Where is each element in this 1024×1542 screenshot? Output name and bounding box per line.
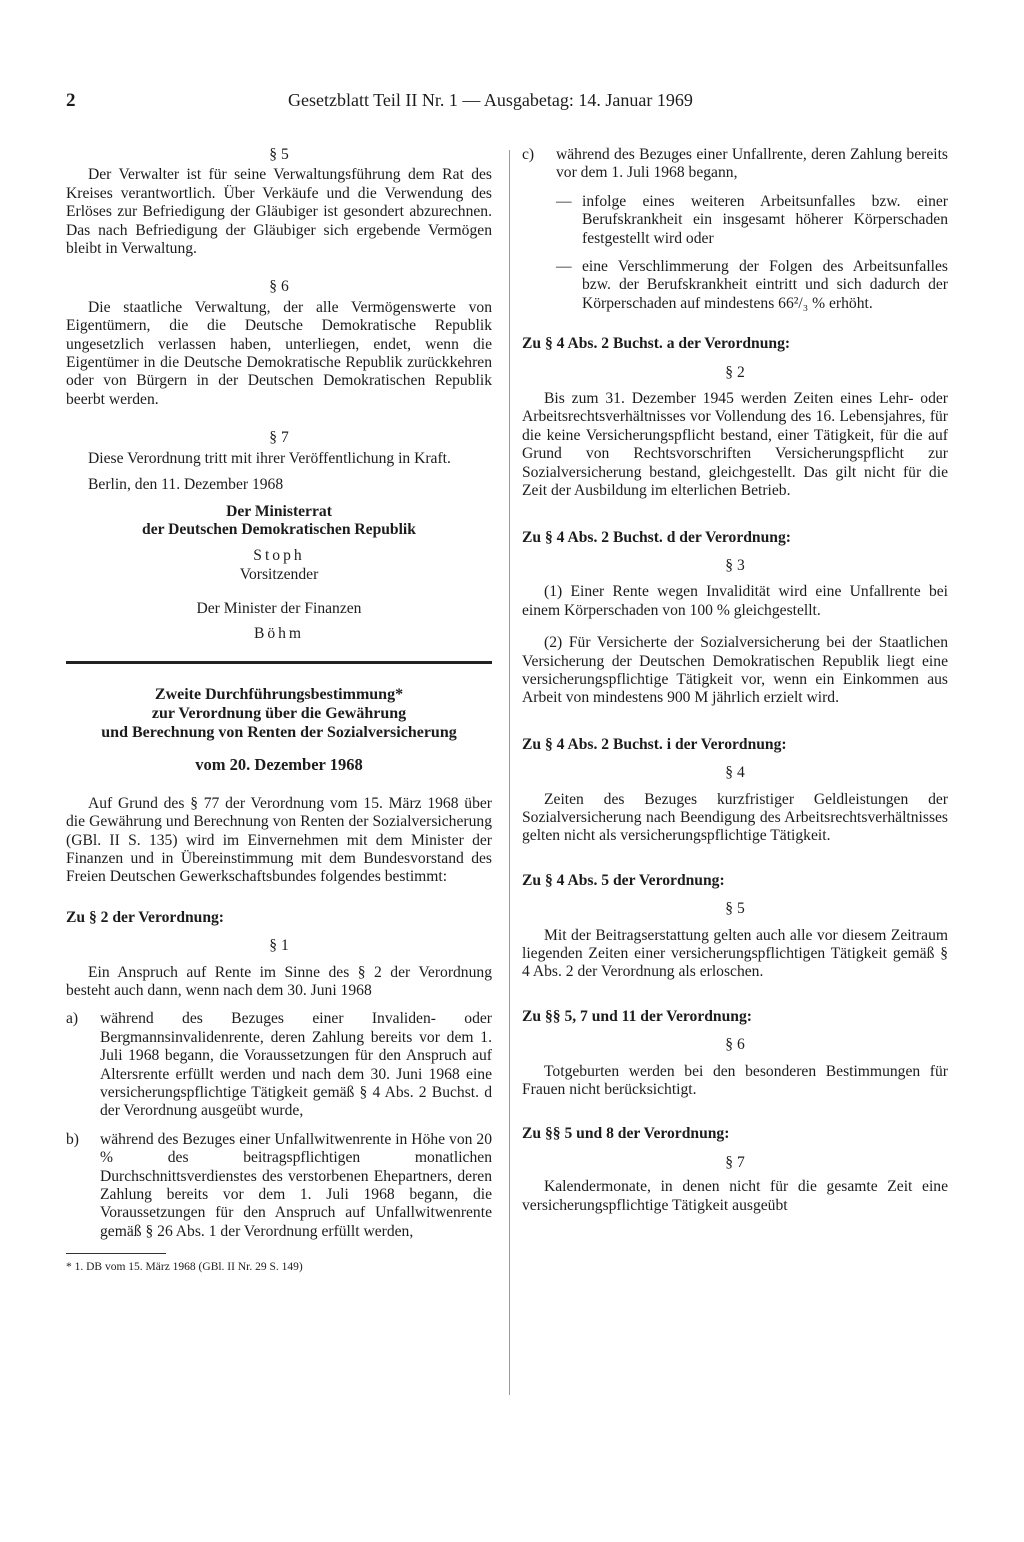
section-heading: § 2 xyxy=(725,363,745,381)
list-text: während des Bezuges einer Unfallrente, deren Zahlung bereits vor dem 1. Juli 1968 begann, xyxy=(556,146,948,182)
list-item xyxy=(66,1010,492,1120)
section-heading: § 7 xyxy=(269,429,289,447)
title-line: zur Verordnung über die Gewährung xyxy=(151,704,407,722)
section-heading: § 5 xyxy=(269,146,289,163)
dash-text: infolge eines weiteren Arbeitsunfalles bzw. einer Berufskrankheit ein insgesamt höherer Körperschaden festgestellt wird oder xyxy=(582,192,948,247)
subheading: Zu § 4 Abs. 2 Buchst. i der Verordnung: xyxy=(522,735,787,753)
section-text: Kalendermonate, in denen nicht für die gesamte Zeit eine versicherungspflichtige Tätigkeit ausgeübt xyxy=(522,1178,948,1214)
subheading: Zu § 4 Abs. 5 der Verordnung: xyxy=(522,871,725,889)
dash-label: — xyxy=(556,192,572,210)
section-text: (2) Für Versicherte der Sozialversicherung bei der Staatlichen Versicherung der Deutschen Demokratischen Republik liegt eine versicherungspflichtige Tätigkeit vor, wenn ein Einkommen aus Arbeit von mindestens 900 M jährlich erzielt wird. xyxy=(522,634,948,707)
signatory-role: Vorsitzender xyxy=(239,565,319,583)
section-text: Zeiten des Bezuges kurzfristiger Geldleistungen der Sozialversicherung nach Beendigung des Arbeitsrechtsverhältnisses gelten nicht als versicherungspflichtige Tätigkeit. xyxy=(522,790,948,845)
section-heading: § 6 xyxy=(269,278,289,296)
page-number: 2 xyxy=(66,90,76,111)
dash-label: — xyxy=(556,258,572,276)
section-text: Der Verwalter ist für seine Verwaltungsführung dem Rat des Kreises verantwortlich. Über Verkäufe und die Verwendung des Erlöses zur Befriedigung der Gläubiger ist gesondert abzurechnen. Das nach Befriedigung der Gläubiger sich ergebende Vermögen bleibt in Verwaltung. xyxy=(66,166,492,258)
list-text: während des Bezuges einer Unfallwitwenrente in Höhe von 20 % des beitragspflichtigen monatlichen Durchschnittsverdienstes des verstorbenen Ehepartners, deren Zahlung bereits vor dem 1. Juli 1968 begann, die Voraussetzungen für den Anspruch auf Unfallwitwenrente gemäß § 26 Abs. 1 der Verordnung erfüllt werden, xyxy=(100,1130,492,1240)
section-heading: § 5 xyxy=(725,900,745,918)
preamble: Auf Grund des § 77 der Verordnung vom 15. März 1968 über die Gewährung und Berechnung von Renten der Sozialversicherung (GBl. II S. 135) wird im Einvernehmen mit dem Minister der Finanzen und in Übereinstimmung mit dem Bundesvorstand des Freien Deutschen Gewerkschaftsbundes folgendes bestimmt: xyxy=(66,794,492,886)
section-text: Die staatliche Verwaltung, der alle Vermögenswerte von Eigentümern, die die Deutsche Demokratische Republik ungesetzlich verlassen haben, unterliegen, endet, wenn die Eigentümer in die Deutsche Demokratische Republik zurückkehren oder von Bürgern in der Deutschen Demokratischen Republik beerbt werden. xyxy=(66,298,492,408)
list-label: c) xyxy=(522,146,535,163)
dash-text: eine Verschlimmerung der Folgen des Arbeitsunfalles bzw. der Berufskrankheit eintritt und sich dadurch der Körperschaden auf mindestens 66²/₃ % erhöht. xyxy=(582,258,948,312)
list-label: a) xyxy=(66,1010,79,1028)
list-label: b) xyxy=(66,1130,79,1148)
section-text: Diese Verordnung tritt mit ihrer Veröffentlichung in Kraft. xyxy=(88,449,451,467)
right-column xyxy=(522,146,948,1215)
subheading: Zu § 4 Abs. 2 Buchst. a der Verordnung: xyxy=(522,335,791,353)
section-rule xyxy=(66,661,492,664)
section-text: Bis zum 31. Dezember 1945 werden Zeiten eines Lehr- oder Arbeitsrechtsverhältnisses vor Vollendung des 16. Lebensjahres, für die keine Versicherungspflicht bestand, einer Tätigkeit, für die auf Grund von Rechtsvorschriften Versicherungspflicht zur Sozialversicherung bestand, gleichgestellt. Das gilt nicht für die Zeit der Ausbildung im elterlichen Betrieb. xyxy=(522,390,948,500)
subheading: Zu § 4 Abs. 2 Buchst. d der Verordnung: xyxy=(522,528,791,546)
section-heading: § 7 xyxy=(725,1153,745,1171)
list-item xyxy=(522,146,948,313)
dash-item xyxy=(556,258,948,313)
section-text: Ein Anspruch auf Rente im Sinne des § 2 der Verordnung besteht auch dann, wenn nach dem 30. Juni 1968 xyxy=(66,963,492,999)
issuing-body-line1: Der Ministerrat xyxy=(226,502,332,520)
subheading: Zu § 2 der Verordnung: xyxy=(66,908,225,926)
section-heading: § 4 xyxy=(725,764,745,782)
running-title: Gesetzblatt Teil II Nr. 1 — Ausgabetag: 14. Januar 1969 xyxy=(288,90,693,110)
issuing-body-line2: der Deutschen Demokratischen Republik xyxy=(142,520,416,538)
document-title xyxy=(66,686,492,742)
footnote: * 1. DB vom 15. März 1968 (GBl. II Nr. 29 S. 149) xyxy=(66,1261,303,1274)
dash-item xyxy=(556,193,948,248)
footnote-rule xyxy=(66,1253,166,1254)
subheading: Zu §§ 5 und 8 der Verordnung: xyxy=(522,1125,730,1143)
page-header xyxy=(66,90,756,114)
section-text: (1) Einer Rente wegen Invalidität wird eine Unfallrente bei einem Körperschaden von 100 % gleichgestellt. xyxy=(522,583,948,619)
column-divider xyxy=(509,150,510,1395)
signatory-name: Stoph xyxy=(253,547,305,565)
document-date: vom 20. Dezember 1968 xyxy=(195,755,363,775)
section-heading: § 1 xyxy=(269,937,289,955)
list-text: während des Bezuges einer Invaliden- oder Bergmannsinvalidenrente, deren Zahlung bereits vor dem 1. Juli 1968 begann, die Voraussetzungen für den Anspruch auf Altersrente erfüllt werden und nach dem 30. Juni 1968 eine versicherungspflichtige Tätigkeit gemäß § 4 Abs. 2 Buchst. d der Verordnung ausgeübt wurde, xyxy=(100,1010,492,1120)
section-text: Mit der Beitragserstattung gelten auch alle vor diesem Zeitraum liegenden Zeiten einer versicherungspflichtigen Tätigkeit gemäß § 4 Abs. 2 der Verordnung als erloschen. xyxy=(522,926,948,981)
list-item xyxy=(66,1131,492,1241)
title-line: Zweite Durchführungsbestimmung* xyxy=(154,685,404,703)
section-heading: § 3 xyxy=(725,556,745,574)
section-text: Totgeburten werden bei den besonderen Bestimmungen für Frauen nicht berücksichtigt. xyxy=(522,1062,948,1099)
subheading: Zu §§ 5, 7 und 11 der Verordnung: xyxy=(522,1007,752,1025)
signatory-role: Der Minister der Finanzen xyxy=(196,600,362,618)
title-line: und Berechnung von Renten der Sozialversicherung xyxy=(101,723,457,741)
section-heading: § 6 xyxy=(725,1036,745,1054)
signatory-name: Böhm xyxy=(253,624,305,642)
place-date: Berlin, den 11. Dezember 1968 xyxy=(88,476,284,494)
left-column xyxy=(66,146,492,1274)
